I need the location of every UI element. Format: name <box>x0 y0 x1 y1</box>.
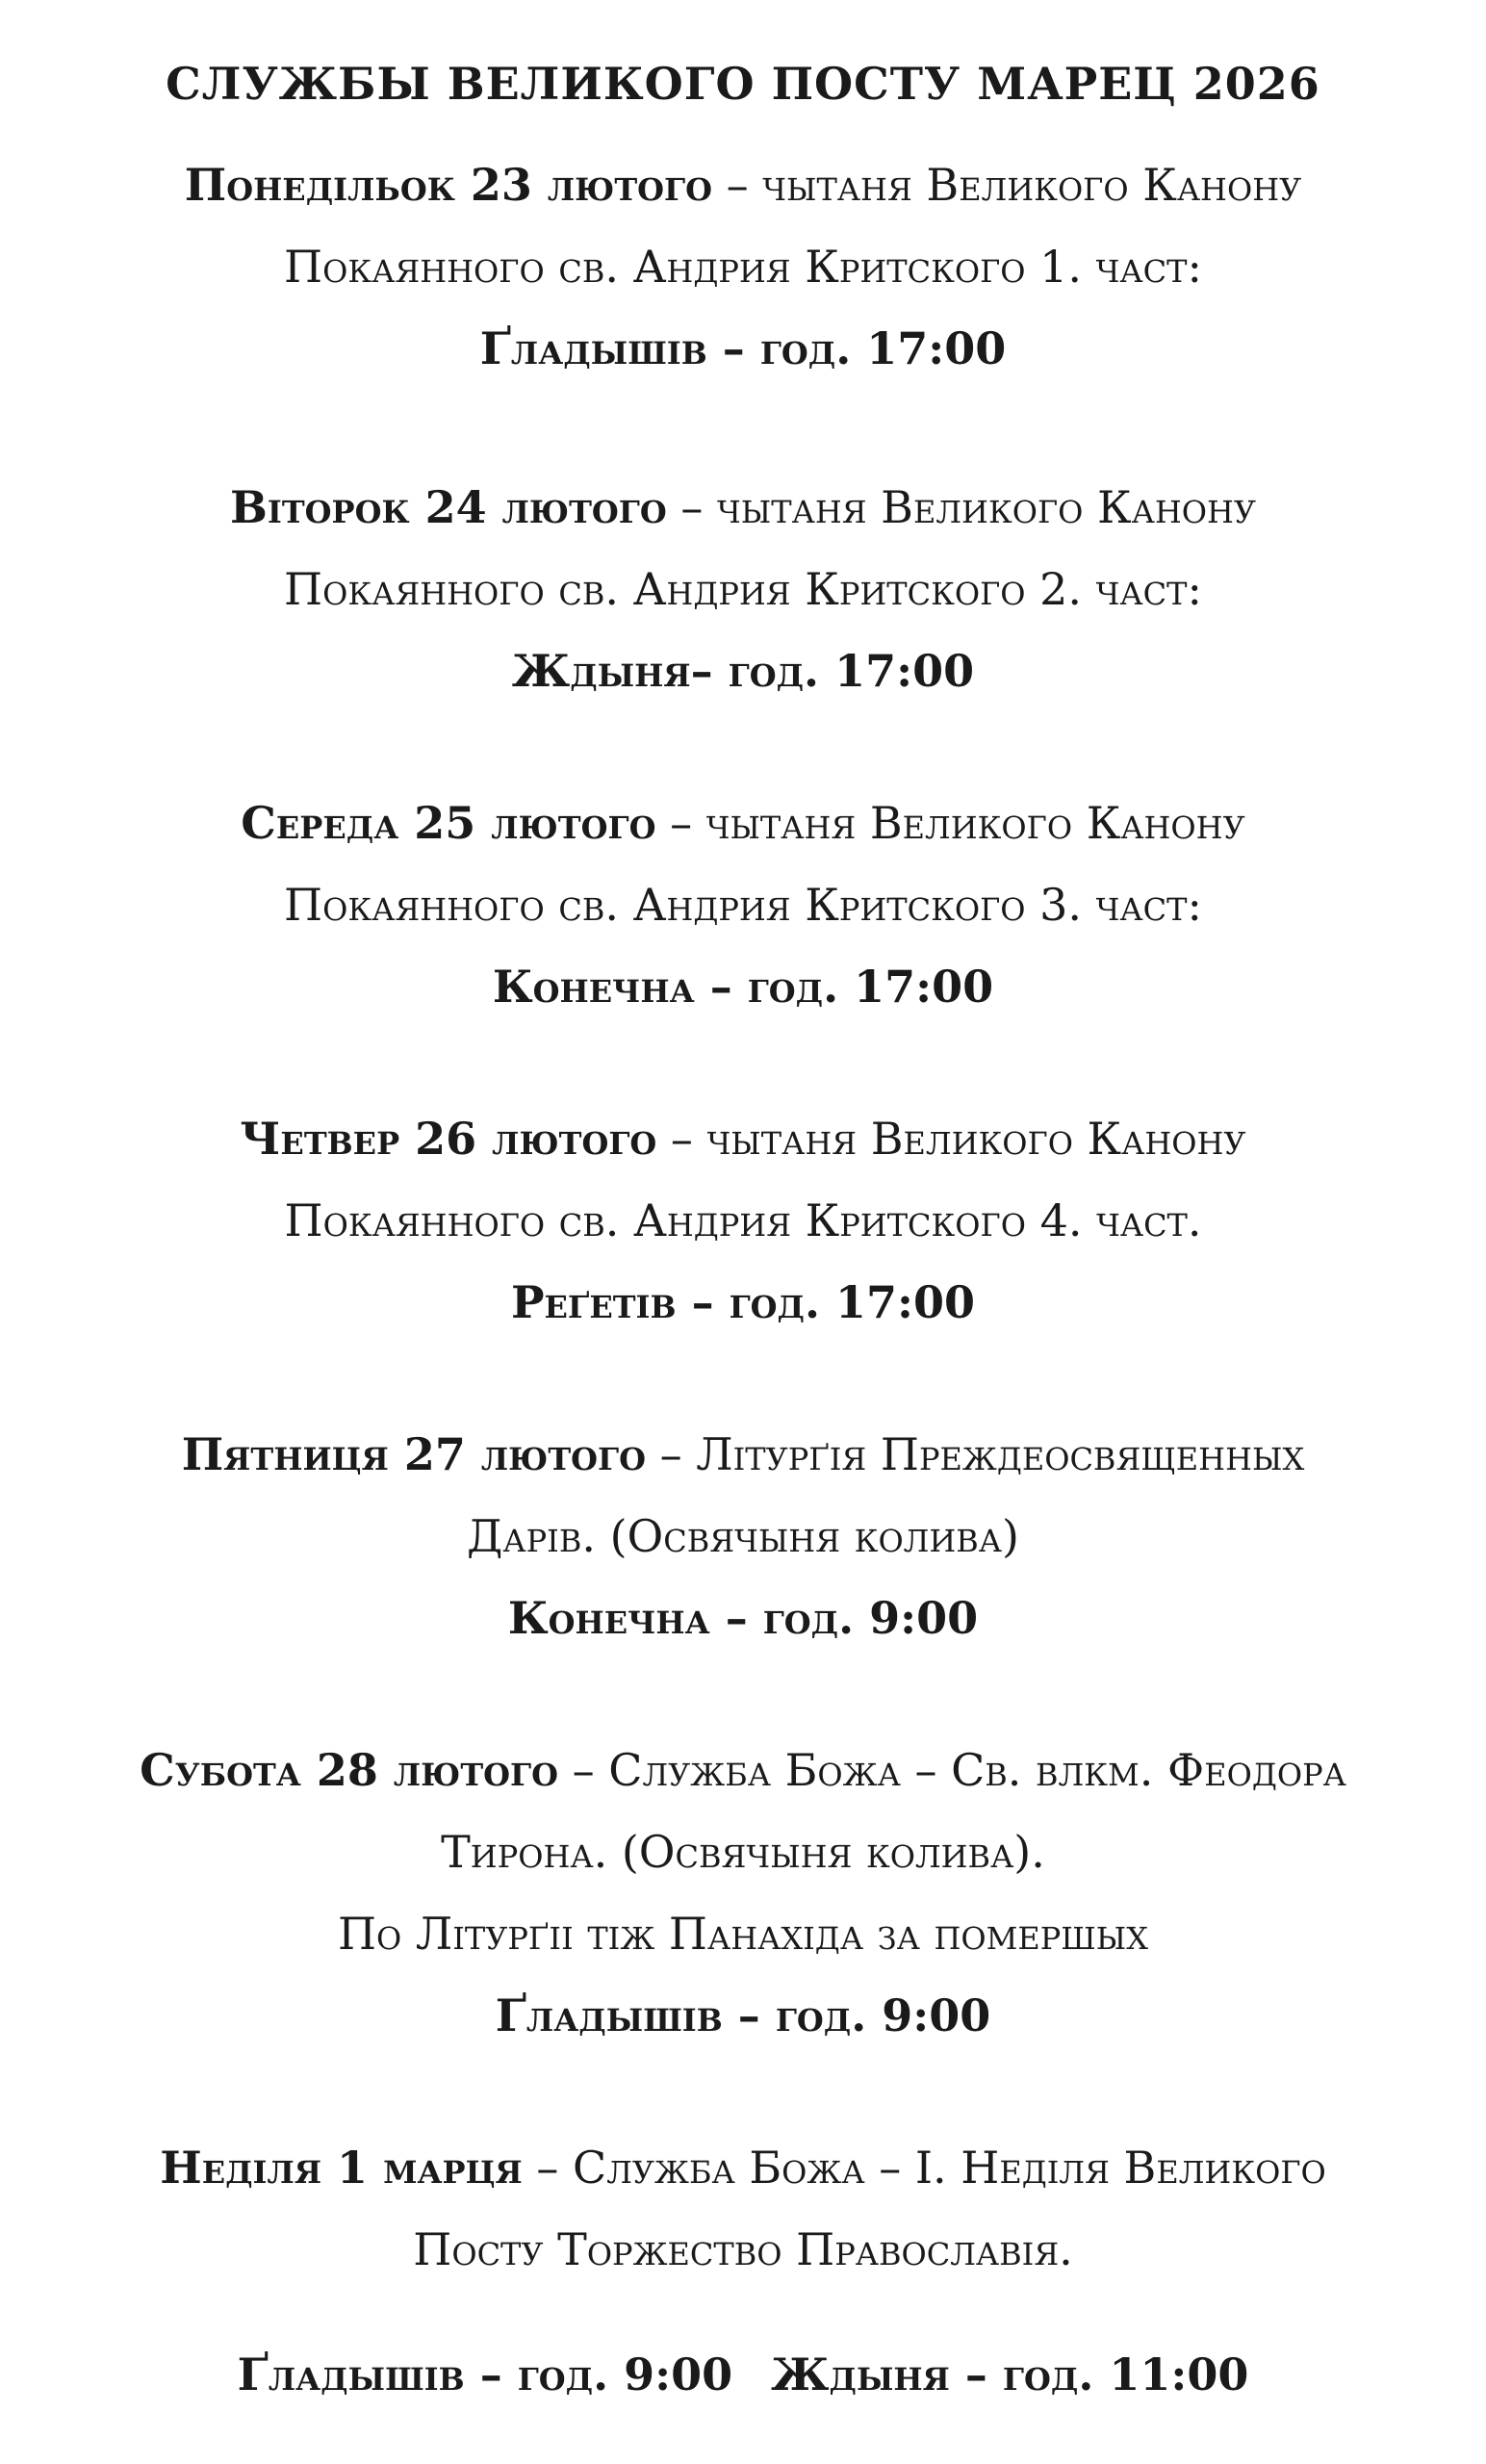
schedule-entry-wednesday <box>0 783 1486 1028</box>
entry-third-line: По Літурґii тіж Панахіда за помершых <box>337 1908 1149 1960</box>
sunday-time-first: Ґладышів – год. 9:00 <box>237 2348 733 2400</box>
entry-time: Реґетів – год. 17:00 <box>510 1276 976 1328</box>
sunday-time-second: Ждыня – год. 11:00 <box>771 2348 1249 2400</box>
entry-dash: – <box>646 1428 697 1480</box>
entry-time: Конечна – год. 17:00 <box>492 961 994 1013</box>
entry-description: Літурґія Преждеосвященных <box>696 1428 1305 1480</box>
entry-time: Ждыня– год. 17:00 <box>511 645 975 697</box>
entry-description: чытаня Великого Канону <box>717 481 1257 533</box>
entry-first-line <box>0 144 1486 226</box>
schedule-entry-monday <box>0 144 1486 390</box>
entry-day: Пятниця 27 лютого <box>181 1428 646 1480</box>
entry-second-line: Тирона. (Освячыня колива). <box>441 1826 1045 1878</box>
entry-second-line: Покаянного св. Андрия Критского 1. част: <box>284 241 1202 293</box>
schedule-entry-saturday <box>0 1730 1486 2057</box>
entry-day: Субота 28 лютого <box>140 1744 559 1796</box>
entry-description: чытаня Великого Канону <box>705 797 1245 849</box>
entry-first-line <box>0 783 1486 864</box>
entry-description: Служба Божа – I. Неділя Великого <box>573 2142 1326 2194</box>
entry-first-line <box>0 1414 1486 1496</box>
page-title: СЛУЖБЫ ВЕЛИКОГО ПОСТУ МАРЕЦ 2026 <box>166 58 1320 110</box>
entry-first-line <box>0 1730 1486 1811</box>
entry-description: чытаня Великого Канону <box>706 1113 1246 1165</box>
schedule-entry-tuesday <box>0 467 1486 712</box>
entry-second-line: Покаянного св. Андрия Критского 3. част: <box>284 879 1202 931</box>
entry-second-line: Покаянного св. Андрия Критского 4. част. <box>284 1194 1202 1246</box>
entry-description: Служба Божа – Св. влкм. Феодора <box>608 1744 1346 1796</box>
entry-first-line <box>0 467 1486 549</box>
entry-day: Середа 25 лютого <box>241 797 656 849</box>
schedule-entry-friday <box>0 1414 1486 1659</box>
entry-dash: – <box>522 2142 574 2194</box>
entry-day: Четвер 26 лютого <box>240 1113 657 1165</box>
entry-dash: – <box>655 797 706 849</box>
entry-day: Неділя 1 марця <box>160 2142 523 2194</box>
entry-first-line <box>0 2127 1486 2209</box>
entry-dash: – <box>656 1113 707 1165</box>
entry-description: чытаня Великого Канону <box>762 159 1302 211</box>
entry-second-line: Покаянного св. Андрия Критского 2. част: <box>284 563 1202 615</box>
entry-second-line: Дарів. (Освячыня колива) <box>467 1510 1019 1562</box>
entry-second-line: Посту Торжество Православія. <box>413 2223 1073 2275</box>
sunday-times <box>0 2334 1486 2416</box>
entry-dash: – <box>666 481 718 533</box>
entry-time: Ґладышів – год. 9:00 <box>495 1989 991 2041</box>
entry-day: Понедільок 23 лютого <box>184 159 712 211</box>
entry-dash: – <box>711 159 763 211</box>
schedule-entry-thursday <box>0 1098 1486 1344</box>
entry-day: Віторок 24 лютого <box>229 481 667 533</box>
entry-dash: – <box>558 1744 609 1796</box>
entry-time: Конечна – год. 9:00 <box>507 1592 979 1644</box>
schedule-entry-sunday <box>0 2127 1486 2291</box>
entry-time: Ґладышів – год. 17:00 <box>479 322 1007 374</box>
entry-first-line <box>0 1098 1486 1180</box>
